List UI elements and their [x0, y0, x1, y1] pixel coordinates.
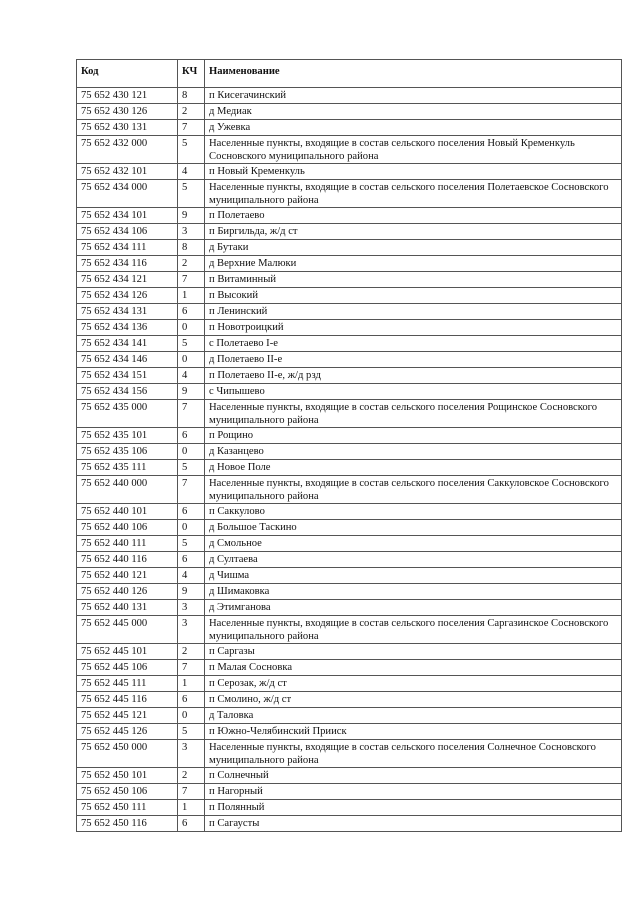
- cell-kch: 3: [178, 616, 205, 644]
- cell-kch: 5: [178, 180, 205, 208]
- cell-kch: 5: [178, 536, 205, 552]
- table-row: [77, 368, 622, 384]
- cell-kch: 6: [178, 552, 205, 568]
- cell-name: п Саргазы: [205, 644, 622, 660]
- cell-code: 75 652 435 000: [77, 400, 178, 428]
- cell-name: д Чишма: [205, 568, 622, 584]
- cell-kch: 7: [178, 784, 205, 800]
- cell-kch: 4: [178, 568, 205, 584]
- cell-name: п Высокий: [205, 288, 622, 304]
- table-row: [77, 692, 622, 708]
- cell-name: п Новый Кременкуль: [205, 164, 622, 180]
- cell-name: п Полетаево II-е, ж/д рзд: [205, 368, 622, 384]
- cell-kch: 2: [178, 644, 205, 660]
- cell-kch: 7: [178, 476, 205, 504]
- cell-name: Населенные пункты, входящие в состав сельского поселения Новый Кременкуль Сосновского муниципального района: [205, 136, 622, 164]
- table-row: [77, 104, 622, 120]
- cell-kch: 7: [178, 660, 205, 676]
- table-row: [77, 536, 622, 552]
- table-row: [77, 180, 622, 208]
- table-row: [77, 352, 622, 368]
- cell-name: Населенные пункты, входящие в состав сельского поселения Рощинское Сосновского муниципального района: [205, 400, 622, 428]
- cell-name: п Нагорный: [205, 784, 622, 800]
- cell-code: 75 652 432 101: [77, 164, 178, 180]
- cell-code: 75 652 445 000: [77, 616, 178, 644]
- cell-code: 75 652 434 101: [77, 208, 178, 224]
- cell-code: 75 652 440 116: [77, 552, 178, 568]
- cell-code: 75 652 434 156: [77, 384, 178, 400]
- cell-code: 75 652 440 106: [77, 520, 178, 536]
- cell-kch: 8: [178, 240, 205, 256]
- cell-code: 75 652 450 106: [77, 784, 178, 800]
- table-row: [77, 224, 622, 240]
- cell-kch: 5: [178, 724, 205, 740]
- cell-code: 75 652 434 131: [77, 304, 178, 320]
- cell-name: п Полетаево: [205, 208, 622, 224]
- cell-kch: 0: [178, 352, 205, 368]
- cell-name: д Верхние Малюки: [205, 256, 622, 272]
- cell-kch: 9: [178, 384, 205, 400]
- table-row: [77, 400, 622, 428]
- cell-code: 75 652 430 121: [77, 88, 178, 104]
- column-header-kch: КЧ: [178, 60, 205, 88]
- cell-kch: 2: [178, 256, 205, 272]
- cell-code: 75 652 445 106: [77, 660, 178, 676]
- cell-code: 75 652 435 111: [77, 460, 178, 476]
- table-row: [77, 584, 622, 600]
- cell-name: п Сагаусты: [205, 816, 622, 832]
- table-row: [77, 444, 622, 460]
- cell-name: д Казанцево: [205, 444, 622, 460]
- cell-kch: 9: [178, 208, 205, 224]
- cell-code: 75 652 450 101: [77, 768, 178, 784]
- cell-name: д Бутаки: [205, 240, 622, 256]
- cell-code: 75 652 445 116: [77, 692, 178, 708]
- table-header: [77, 60, 622, 88]
- cell-code: 75 652 430 126: [77, 104, 178, 120]
- cell-code: 75 652 440 131: [77, 600, 178, 616]
- table-row: [77, 256, 622, 272]
- table-row: [77, 660, 622, 676]
- cell-name: п Смолино, ж/д ст: [205, 692, 622, 708]
- cell-name: д Шимаковка: [205, 584, 622, 600]
- cell-kch: 0: [178, 320, 205, 336]
- cell-code: 75 652 445 111: [77, 676, 178, 692]
- cell-kch: 0: [178, 444, 205, 460]
- table-row: [77, 136, 622, 164]
- cell-name: д Большое Таскино: [205, 520, 622, 536]
- cell-kch: 8: [178, 88, 205, 104]
- cell-kch: 5: [178, 460, 205, 476]
- cell-name: Населенные пункты, входящие в состав сельского поселения Полетаевское Сосновского муниципального района: [205, 180, 622, 208]
- oktmo-table: [76, 59, 622, 832]
- cell-code: 75 652 450 111: [77, 800, 178, 816]
- cell-name: п Рощино: [205, 428, 622, 444]
- cell-code: 75 652 434 111: [77, 240, 178, 256]
- table-row: [77, 384, 622, 400]
- cell-code: 75 652 434 151: [77, 368, 178, 384]
- cell-code: 75 652 445 126: [77, 724, 178, 740]
- table-row: [77, 120, 622, 136]
- table-row: [77, 800, 622, 816]
- cell-code: 75 652 434 106: [77, 224, 178, 240]
- cell-kch: 7: [178, 272, 205, 288]
- cell-name: Населенные пункты, входящие в состав сельского поселения Саргазинское Сосновского муниципального района: [205, 616, 622, 644]
- cell-name: д Медиак: [205, 104, 622, 120]
- cell-code: 75 652 434 141: [77, 336, 178, 352]
- table-row: [77, 740, 622, 768]
- cell-kch: 6: [178, 304, 205, 320]
- table-row: [77, 240, 622, 256]
- cell-code: 75 652 450 116: [77, 816, 178, 832]
- cell-code: 75 652 445 121: [77, 708, 178, 724]
- cell-kch: 2: [178, 104, 205, 120]
- cell-name: д Смольное: [205, 536, 622, 552]
- table-row: [77, 816, 622, 832]
- cell-kch: 9: [178, 584, 205, 600]
- cell-code: 75 652 440 121: [77, 568, 178, 584]
- table-row: [77, 320, 622, 336]
- cell-name: п Солнечный: [205, 768, 622, 784]
- cell-code: 75 652 440 126: [77, 584, 178, 600]
- cell-kch: 0: [178, 708, 205, 724]
- table-row: [77, 476, 622, 504]
- cell-kch: 2: [178, 768, 205, 784]
- cell-name: п Полянный: [205, 800, 622, 816]
- cell-name: п Малая Сосновка: [205, 660, 622, 676]
- table-row: [77, 768, 622, 784]
- cell-kch: 5: [178, 136, 205, 164]
- cell-kch: 0: [178, 520, 205, 536]
- cell-code: 75 652 434 000: [77, 180, 178, 208]
- cell-code: 75 652 432 000: [77, 136, 178, 164]
- cell-kch: 6: [178, 692, 205, 708]
- table-row: [77, 724, 622, 740]
- cell-kch: 6: [178, 816, 205, 832]
- cell-name: д Этимганова: [205, 600, 622, 616]
- cell-code: 75 652 434 146: [77, 352, 178, 368]
- cell-code: 75 652 435 106: [77, 444, 178, 460]
- table-row: [77, 644, 622, 660]
- cell-name: Населенные пункты, входящие в состав сельского поселения Саккуловское Сосновского муниципального района: [205, 476, 622, 504]
- cell-kch: 3: [178, 224, 205, 240]
- table-row: [77, 600, 622, 616]
- cell-name: д Полетаево II-е: [205, 352, 622, 368]
- cell-kch: 3: [178, 740, 205, 768]
- cell-name: п Новотроицкий: [205, 320, 622, 336]
- table-row: [77, 272, 622, 288]
- cell-name: д Султаева: [205, 552, 622, 568]
- cell-name: с Полетаево I-е: [205, 336, 622, 352]
- cell-kch: 1: [178, 800, 205, 816]
- cell-kch: 4: [178, 164, 205, 180]
- cell-code: 75 652 434 126: [77, 288, 178, 304]
- cell-kch: 3: [178, 600, 205, 616]
- cell-name: д Новое Поле: [205, 460, 622, 476]
- cell-code: 75 652 445 101: [77, 644, 178, 660]
- cell-name: п Биргильда, ж/д ст: [205, 224, 622, 240]
- cell-kch: 4: [178, 368, 205, 384]
- table-row: [77, 336, 622, 352]
- table-row: [77, 88, 622, 104]
- cell-code: 75 652 434 121: [77, 272, 178, 288]
- table-row: [77, 616, 622, 644]
- cell-code: 75 652 430 131: [77, 120, 178, 136]
- table-row: [77, 208, 622, 224]
- cell-code: 75 652 450 000: [77, 740, 178, 768]
- cell-code: 75 652 435 101: [77, 428, 178, 444]
- table-row: [77, 552, 622, 568]
- cell-name: п Кисегачинский: [205, 88, 622, 104]
- column-header-name: Наименование: [205, 60, 622, 88]
- cell-kch: 1: [178, 288, 205, 304]
- cell-code: 75 652 440 101: [77, 504, 178, 520]
- cell-name: п Ленинский: [205, 304, 622, 320]
- cell-kch: 1: [178, 676, 205, 692]
- cell-code: 75 652 440 111: [77, 536, 178, 552]
- cell-kch: 7: [178, 120, 205, 136]
- cell-name: п Саккулово: [205, 504, 622, 520]
- cell-code: 75 652 434 136: [77, 320, 178, 336]
- table-row: [77, 676, 622, 692]
- cell-name: п Серозак, ж/д ст: [205, 676, 622, 692]
- table-row: [77, 708, 622, 724]
- cell-name: д Ужевка: [205, 120, 622, 136]
- table-body: [77, 88, 622, 832]
- cell-kch: 5: [178, 336, 205, 352]
- cell-kch: 6: [178, 504, 205, 520]
- table-row: [77, 520, 622, 536]
- cell-code: 75 652 440 000: [77, 476, 178, 504]
- cell-name: Населенные пункты, входящие в состав сельского поселения Солнечное Сосновского муниципального района: [205, 740, 622, 768]
- table-row: [77, 164, 622, 180]
- column-header-code: Код: [77, 60, 178, 88]
- table-row: [77, 504, 622, 520]
- cell-name: п Южно-Челябинский Прииск: [205, 724, 622, 740]
- table-row: [77, 304, 622, 320]
- cell-name: п Витаминный: [205, 272, 622, 288]
- table-row: [77, 288, 622, 304]
- cell-kch: 6: [178, 428, 205, 444]
- header-row: [77, 60, 622, 88]
- table-row: [77, 568, 622, 584]
- table-row: [77, 428, 622, 444]
- table-row: [77, 784, 622, 800]
- cell-name: с Чипышево: [205, 384, 622, 400]
- cell-code: 75 652 434 116: [77, 256, 178, 272]
- cell-kch: 7: [178, 400, 205, 428]
- document-page: [76, 59, 621, 832]
- table-row: [77, 460, 622, 476]
- cell-name: д Таловка: [205, 708, 622, 724]
